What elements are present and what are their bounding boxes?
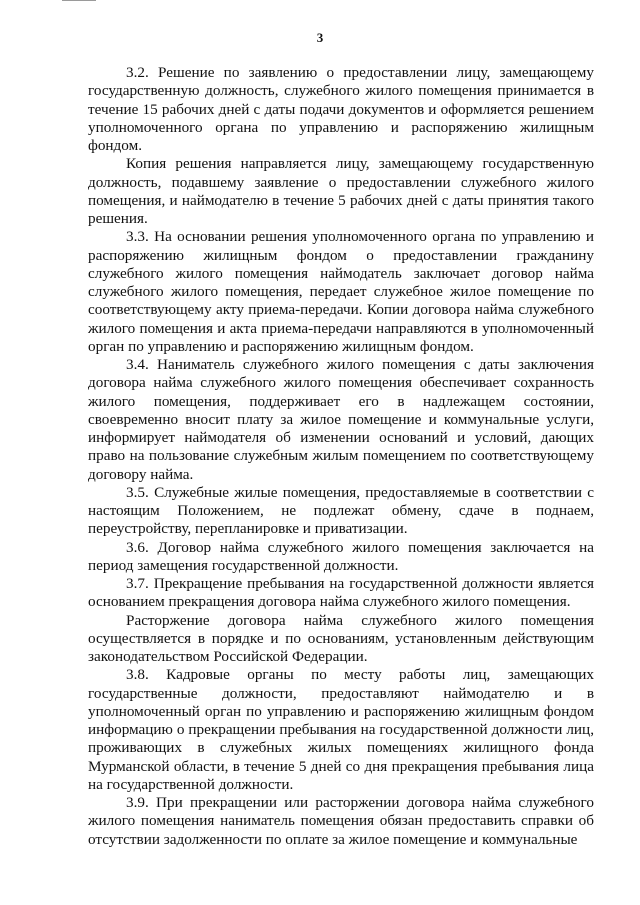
paragraph-3-9: 3.9. При прекращении или расторжении договора найма служебного жилого помещения наниматель помещения обязан предоставить справки об отсутствии задолженности по оплате за жилое помещение и коммунальные [88,794,594,848]
paragraph-3-6: 3.6. Договор найма служебного жилого помещения заключается на период замещения государственной должности. [88,538,594,574]
document-body [88,64,594,849]
paragraph-3-2: 3.2. Решение по заявлению о предоставлении лицу, замещающему государственную должность, служебного жилого помещения принимается в течение 15 рабочих дней с даты подачи документов и оформляется решением уполномоченного органа по управлению и распоряжению жилищным фондом. [88,64,594,154]
page-number: 3 [316,30,324,45]
paragraph-3-8: 3.8. Кадровые органы по месту работы лиц, замещающих государственные должности, предоставляют наймодателю и в уполномоченный орган по управлению и распоряжению жилищным фондом информацию о прекращении пребывания на государственной должности лиц, проживающих в служебных жилых помещениях жилищного фонда Мурманской области, в течение 5 дней со дня прекращения пребывания лица на государственной должности. [88,666,594,793]
paragraph-3-5: 3.5. Служебные жилые помещения, предоставляемые в соответствии с настоящим Положением, не подлежат обмену, сдаче в поднаем, переустройству, перепланировке и приватизации. [88,483,594,538]
paragraph-3-7-termination: Расторжение договора найма служебного жилого помещения осуществляется в порядке и по основаниям, установленным действующим законодательством Российской Федерации. [88,611,594,665]
paragraph-3-4: 3.4. Наниматель служебного жилого помещения с даты заключения договора найма служебного жилого помещения обеспечивает сохранность жилого помещения, поддерживает его в надлежащем состоянии, своевременно вносит плату за жилое помещение и коммунальные услуги, информирует наймодателя об изменении оснований и условий, дающих право на пользование служебным жилым помещением по соответствующему договору найма. [88,356,594,483]
paragraph-3-2-copy: Копия решения направляется лицу, замещающему государственную должность, подавшему заявление о предоставлении служебного жилого помещения, и наймодателю в течение 5 рабочих дней с даты принятия такого решения. [88,155,594,227]
scan-edge-mark [62,0,96,1]
paragraph-3-3: 3.3. На основании решения уполномоченного органа по управлению и распоряжению жилищным фондом о предоставлении гражданину служебного жилого помещения наймодатель заключает договор найма служебного жилого помещения, передает служебное жилое помещение по соответствующему акту приема-передачи. Копии договора найма служебного жилого помещения и акта приема-передачи направляются в уполномоченный орган по управлению и распоряжению жилищным фондом. [88,228,594,355]
paragraph-3-7: 3.7. Прекращение пребывания на государственной должности является основанием прекращения договора найма служебного жилого помещения. [88,575,594,611]
